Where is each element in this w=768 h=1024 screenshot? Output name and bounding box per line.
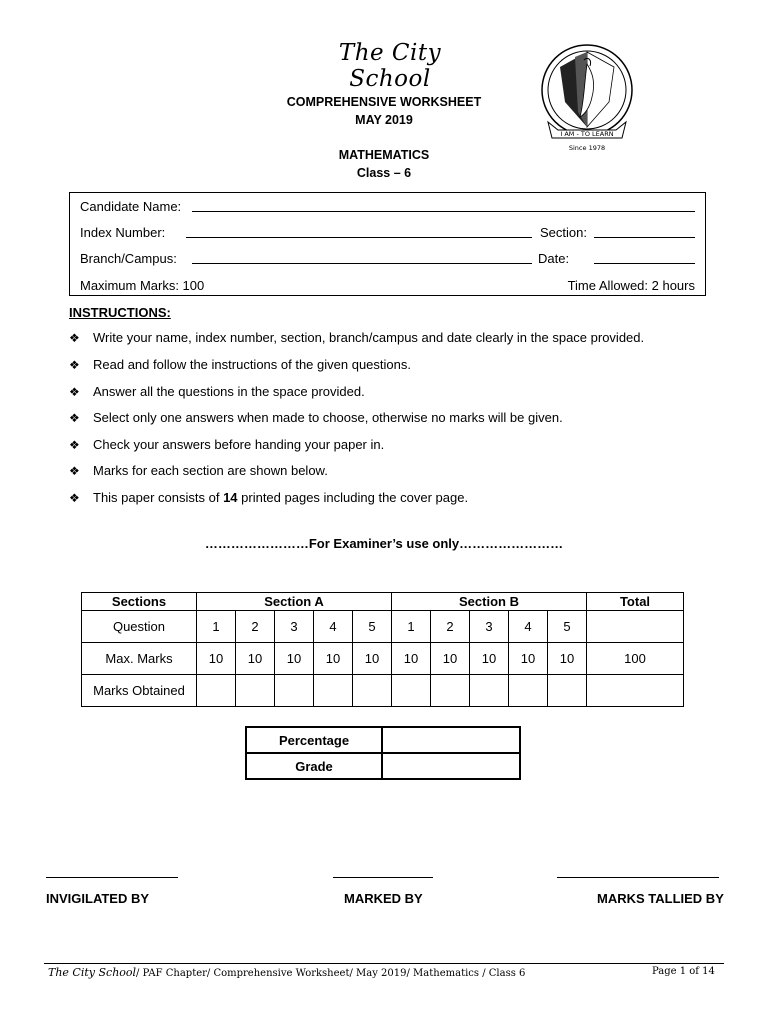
question-number: 5 [353, 611, 392, 643]
logo-since: Since 1978 [568, 144, 606, 152]
total-obtained-cell[interactable] [587, 675, 684, 707]
question-number: 2 [431, 611, 470, 643]
section-label: Section: [540, 225, 587, 240]
branch-campus-field[interactable] [192, 263, 532, 264]
question-number: 4 [509, 611, 548, 643]
marks-obtained-cell[interactable] [197, 675, 236, 707]
table-header-row [82, 593, 684, 611]
marks-obtained-cell[interactable] [470, 675, 509, 707]
question-number: 3 [275, 611, 314, 643]
grade-label: Grade [246, 753, 382, 779]
marked-signature-line[interactable] [333, 877, 433, 878]
max-marks-cell: 10 [314, 643, 353, 675]
instruction-item: ❖ Select only one answers when made to choose, otherwise no marks will be given. [69, 410, 563, 425]
section-b-header: Section B [392, 593, 587, 611]
footer-divider [44, 963, 724, 964]
grade-table [245, 726, 521, 780]
time-allowed: Time Allowed: 2 hours [567, 278, 695, 293]
question-number: 1 [197, 611, 236, 643]
class-label: Class – 6 [356, 166, 412, 180]
page-count: 14 [223, 490, 238, 505]
diamond-bullet-icon: ❖ [69, 411, 80, 425]
marks-obtained-row [82, 675, 684, 707]
branch-campus-label: Branch/Campus: [80, 251, 177, 266]
instruction-item: ❖ Read and follow the instructions of the given questions. [69, 357, 411, 372]
diamond-bullet-icon: ❖ [69, 331, 80, 345]
page-number: Page 1 of 14 [652, 966, 715, 977]
marks-tallied-by-label: MARKS TALLIED BY [597, 891, 724, 906]
total-question-cell [587, 611, 684, 643]
max-marks-cell: 10 [470, 643, 509, 675]
candidate-name-field[interactable] [192, 211, 695, 212]
max-marks-cell: 10 [275, 643, 314, 675]
worksheet-date: MAY 2019 [355, 113, 413, 127]
question-row [82, 611, 684, 643]
total-header: Total [587, 593, 684, 611]
grade-field[interactable] [382, 753, 520, 779]
question-number: 1 [392, 611, 431, 643]
question-number: 5 [548, 611, 587, 643]
max-marks-row [82, 643, 684, 675]
max-marks-cell: 10 [197, 643, 236, 675]
instruction-item: ❖ Answer all the questions in the space provided. [69, 384, 365, 399]
diamond-bullet-icon: ❖ [69, 358, 80, 372]
sections-header: Sections [82, 593, 197, 611]
index-number-field[interactable] [186, 237, 532, 238]
marks-obtained-cell[interactable] [431, 675, 470, 707]
marks-table [81, 592, 684, 707]
candidate-details-box [69, 192, 706, 296]
max-marks-cell: 10 [392, 643, 431, 675]
diamond-bullet-icon: ❖ [69, 385, 80, 399]
marks-obtained-cell[interactable] [392, 675, 431, 707]
worksheet-title: COMPREHENSIVE WORKSHEET [286, 95, 482, 109]
instructions-title: INSTRUCTIONS: [69, 305, 171, 320]
max-marks-label: Max. Marks [82, 643, 197, 675]
maximum-marks: Maximum Marks: 100 [80, 278, 205, 293]
max-marks-cell: 10 [509, 643, 548, 675]
instruction-item: ❖ Marks for each section are shown below. [69, 463, 328, 478]
instruction-item: ❖ Write your name, index number, section, branch/campus and date clearly in the space provided. [69, 330, 645, 345]
max-marks-cell: 10 [236, 643, 275, 675]
total-max-marks: 100 [587, 643, 684, 675]
marks-obtained-cell[interactable] [236, 675, 275, 707]
question-number: 2 [236, 611, 275, 643]
percentage-field[interactable] [382, 727, 520, 753]
school-logo [540, 42, 635, 157]
school-title: The City School [338, 40, 442, 92]
date-field[interactable] [594, 263, 695, 264]
invigilated-signature-line[interactable] [46, 877, 178, 878]
marks-obtained-cell[interactable] [275, 675, 314, 707]
question-number: 3 [470, 611, 509, 643]
marks-obtained-cell[interactable] [314, 675, 353, 707]
footer-school: The City School [48, 966, 137, 979]
footer-text [48, 966, 525, 979]
marks-obtained-cell[interactable] [353, 675, 392, 707]
marks-obtained-label: Marks Obtained [82, 675, 197, 707]
candidate-name-label: Candidate Name: [80, 199, 182, 214]
question-number: 4 [314, 611, 353, 643]
invigilated-by-label: INVIGILATED BY [46, 891, 150, 906]
diamond-bullet-icon: ❖ [69, 438, 80, 452]
marked-by-label: MARKED BY [344, 891, 423, 906]
examiner-use-heading: ……………………For Examiner’s use only…………………… [204, 536, 564, 551]
diamond-bullet-icon: ❖ [69, 464, 80, 478]
tallied-signature-line[interactable] [557, 877, 719, 878]
date-label: Date: [538, 251, 570, 266]
max-marks-cell: 10 [431, 643, 470, 675]
diamond-bullet-icon: ❖ [69, 491, 80, 505]
footer-details: / PAF Chapter/ Comprehensive Worksheet/ May 2019/ Mathematics / Class 6 [136, 968, 526, 979]
question-label: Question [82, 611, 197, 643]
section-a-header: Section A [197, 593, 392, 611]
logo-motto: I AM - TO LEARN [560, 130, 614, 138]
index-number-label: Index Number: [80, 225, 166, 240]
marks-obtained-cell[interactable] [548, 675, 587, 707]
instruction-item: ❖ This paper consists of 14 printed pages including the cover page. [69, 490, 469, 505]
subject-title: MATHEMATICS [338, 148, 430, 162]
instruction-item: ❖ Check your answers before handing your paper in. [69, 437, 385, 452]
max-marks-cell: 10 [353, 643, 392, 675]
percentage-label: Percentage [246, 727, 382, 753]
max-marks-cell: 10 [548, 643, 587, 675]
marks-obtained-cell[interactable] [509, 675, 548, 707]
section-field[interactable] [594, 237, 695, 238]
